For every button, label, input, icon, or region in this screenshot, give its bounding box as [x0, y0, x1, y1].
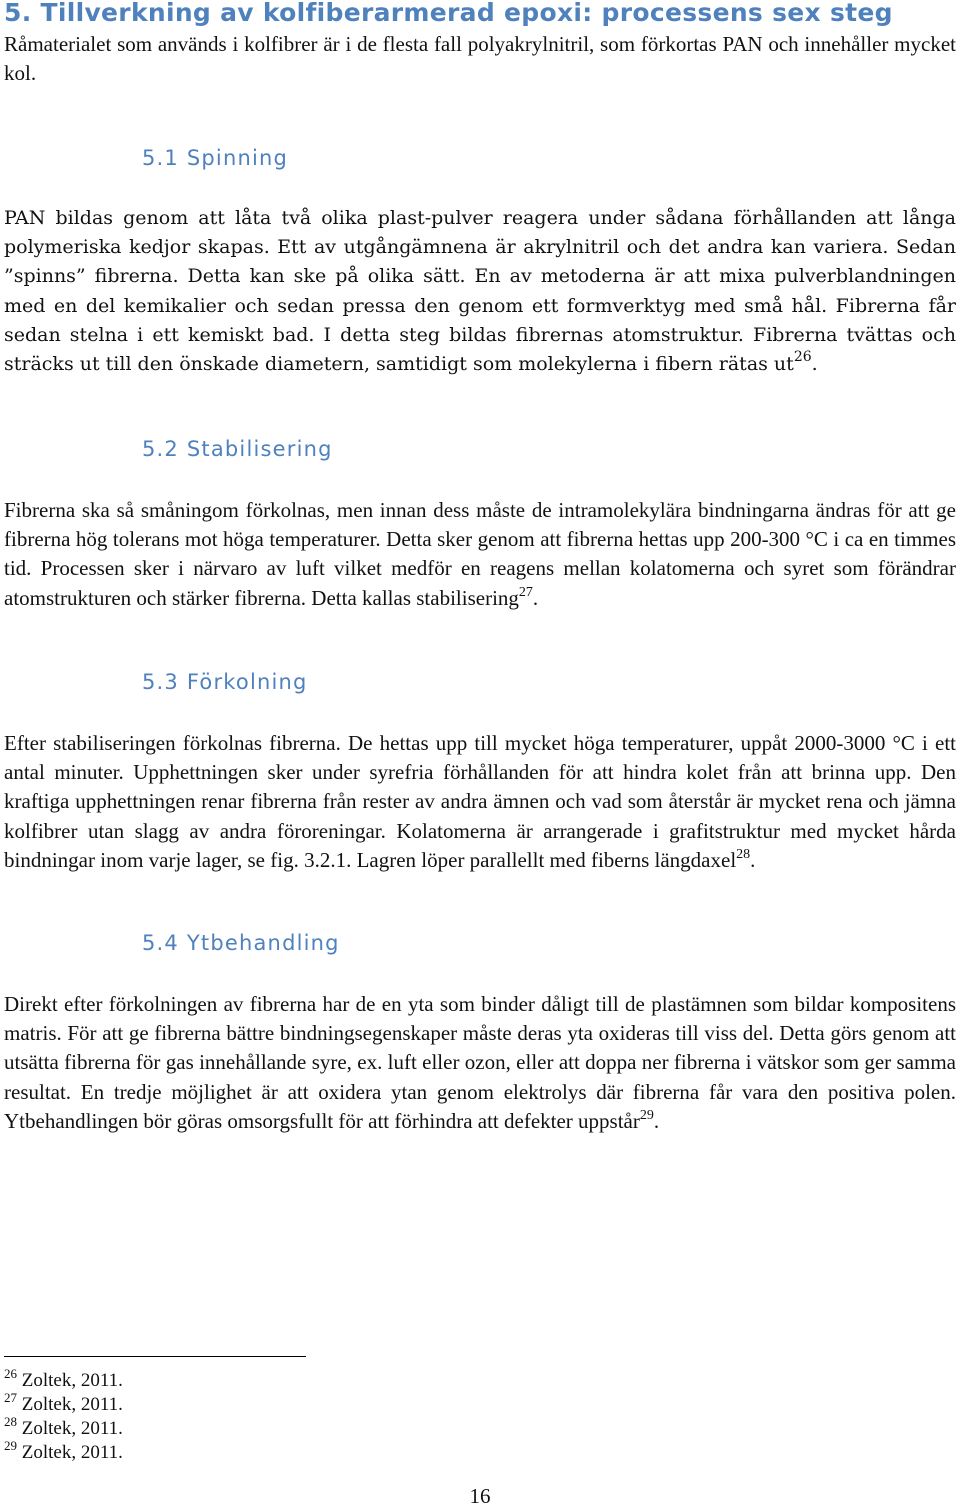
footnote-ref[interactable]: 26: [793, 349, 812, 366]
footnote-ref[interactable]: 27: [518, 584, 533, 600]
section-paragraph-forkolning: [4, 729, 956, 875]
footnote: [4, 1366, 123, 1392]
footnote-number: 28: [4, 1414, 17, 1429]
footnote: [4, 1438, 123, 1464]
chapter-heading: 5. Tillverkning av kolfiberarmerad epoxi: processens sex steg: [4, 0, 893, 27]
section-heading-stabilisering: 5.2 Stabilisering: [142, 437, 333, 461]
footnote-ref[interactable]: 29: [639, 1107, 654, 1123]
footnote-text: Zoltek, 2011.: [17, 1370, 123, 1391]
paragraph-end: .: [750, 847, 756, 872]
footnote-number: 26: [4, 1366, 17, 1381]
section-paragraph-ytbehandling: [4, 990, 956, 1136]
section-heading-ytbehandling: 5.4 Ytbehandling: [142, 931, 340, 955]
footnote-number: 29: [4, 1438, 17, 1453]
section-heading-spinning: 5.1 Spinning: [142, 146, 289, 170]
paragraph-text: Fibrerna ska så småningom förkolnas, men innan dess måste de intramolekylära bindningarna ändras för att ge fibrerna hög tolerans mot höga temperaturer. Detta sker genom att fibrerna hettas upp 200-300 °C i ca en timmes tid. Processen sker i närvaro av luft vilket medför en reagens mellan kolatomerna och syret som förändrar atomstrukturen och stärker fibrerna. Detta kallas stabilisering: [4, 498, 956, 610]
paragraph-text: PAN bildas genom att låta två olika plast-pulver reagera under sådana förhållanden att långa polymeriska kedjor skapas. Ett av utgångämnena är akrylnitril och det andra kan variera. Sedan ”spinns” fibrerna. Detta kan ske på olika sätt. En av metoderna är att mixa pulverblandningen med en del kemikalier och sedan pressa den genom ett formverktyg med små hål. Fibrerna får sedan stelna i ett kemiskt bad. I detta steg bildas fibrernas atomstruktur. Fibrerna tvättas och sträcks ut till den önskade diametern, samtidigt som molekylerna i fibern rätas ut: [4, 207, 956, 376]
paragraph-text: Direkt efter förkolningen av fibrerna har de en yta som binder dåligt till de plastämnen som bildar kompositens matris. För att ge fibrerna bättre bindningsegenskaper måste deras yta oxideras till viss del. Detta görs genom att utsätta fibrerna för gas innehållande syre, ex. luft eller ozon, eller att doppa ner fibrerna i vätskor som ger samma resultat. En tredje möjlighet är att oxidera ytan genom elektrolys där fibrerna får vara den positiva polen. Ytbehandlingen bör göras omsorgsfullt för att förhindra att defekter uppstår: [4, 992, 956, 1133]
intro-text: Råmaterialet som används i kolfibrer är i de flesta fall polyakrylnitril, som förkortas PAN och innehåller mycket kol.: [4, 32, 956, 86]
footnote: [4, 1414, 123, 1440]
intro-paragraph: [4, 30, 956, 88]
footnote-ref[interactable]: 28: [736, 846, 751, 862]
section-heading-forkolning: 5.3 Förkolning: [142, 670, 308, 694]
section-paragraph-spinning: [4, 204, 956, 379]
footnote-number: 27: [4, 1390, 17, 1405]
footnote-text: Zoltek, 2011.: [17, 1394, 123, 1415]
footnote-separator: [4, 1356, 306, 1357]
paragraph-end: .: [811, 353, 818, 376]
footnote-text: Zoltek, 2011.: [17, 1418, 123, 1439]
page-number: 16: [469, 1484, 491, 1508]
paragraph-text: Efter stabiliseringen förkolnas fibrerna. De hettas upp till mycket höga temperaturer, uppåt 2000-3000 °C i ett antal minuter. Upphettningen sker under syrefria förhållanden för att hindra kolet från att brinna upp. Den kraftiga upphettningen renar fibrerna från rester av andra ämnen och vad som återstår är mycket rena och jämna kolfibrer utan slagg av andra föroreningar. Kolatomerna är arrangerade i grafitstruktur med mycket hårda bindningar inom varje lager, se fig. 3.2.1. Lagren löper parallellt med fiberns längdaxel: [4, 731, 956, 872]
section-paragraph-stabilisering: [4, 496, 956, 613]
paragraph-end: .: [653, 1108, 660, 1133]
footnote: [4, 1390, 123, 1416]
paragraph-end: .: [532, 585, 539, 610]
footnote-text: Zoltek, 2011.: [17, 1442, 123, 1463]
